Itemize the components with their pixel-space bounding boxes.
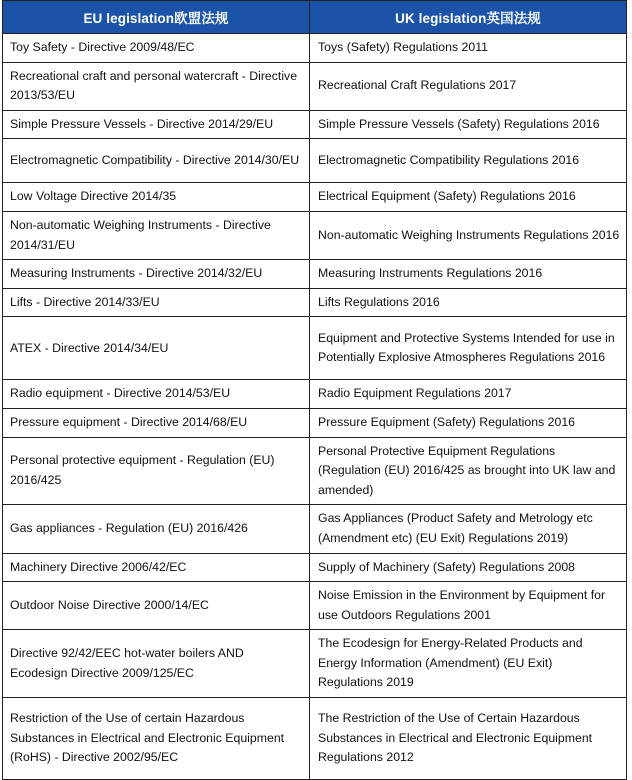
table-row [3, 408, 627, 437]
table-row [3, 698, 627, 780]
table-row [3, 211, 627, 259]
cell-eu-legislation: Toy Safety - Directive 2009/48/EC [3, 34, 310, 63]
cell-uk-legislation: The Restriction of the Use of Certain Hazardous Substances in Electrical and Electronic Equipment Regulations 2012 [310, 698, 627, 780]
cell-uk-legislation: Supply of Machinery (Safety) Regulations 2008 [310, 553, 627, 582]
cell-eu-legislation: Outdoor Noise Directive 2000/14/EC [3, 582, 310, 630]
cell-uk-legislation: Measuring Instruments Regulations 2016 [310, 260, 627, 289]
cell-eu-legislation: Directive 92/42/EEC hot-water boilers AND Ecodesign Directive 2009/125/EC [3, 630, 310, 698]
table-row [3, 553, 627, 582]
cell-eu-legislation: Lifts - Directive 2014/33/EU [3, 288, 310, 317]
cell-eu-legislation: Low Voltage Directive 2014/35 [3, 183, 310, 212]
column-header-uk-legislation: UK legislation英国法规 [310, 1, 627, 34]
table-body [3, 34, 627, 780]
cell-eu-legislation: ATEX - Directive 2014/34/EU [3, 317, 310, 380]
table-row [3, 110, 627, 139]
cell-uk-legislation: Recreational Craft Regulations 2017 [310, 62, 627, 110]
table-row [3, 505, 627, 553]
cell-eu-legislation: Pressure equipment - Directive 2014/68/EU [3, 408, 310, 437]
cell-uk-legislation: Electromagnetic Compatibility Regulations 2016 [310, 139, 627, 183]
table-row [3, 317, 627, 380]
cell-eu-legislation: Non-automatic Weighing Instruments - Directive 2014/31/EU [3, 211, 310, 259]
table-row [3, 437, 627, 505]
cell-eu-legislation: Radio equipment - Directive 2014/53/EU [3, 380, 310, 409]
cell-uk-legislation: Gas Appliances (Product Safety and Metrology etc (Amendment etc) (EU Exit) Regulations 2019) [310, 505, 627, 553]
column-header-eu-legislation: EU legislation欧盟法规 [3, 1, 310, 34]
header-row [3, 1, 627, 34]
table-row [3, 630, 627, 698]
legislation-comparison-table [2, 0, 627, 780]
table-header [3, 1, 627, 34]
cell-eu-legislation: Measuring Instruments - Directive 2014/32/EU [3, 260, 310, 289]
table-row [3, 582, 627, 630]
cell-uk-legislation: Toys (Safety) Regulations 2011 [310, 34, 627, 63]
table-row [3, 62, 627, 110]
cell-eu-legislation: Simple Pressure Vessels - Directive 2014/29/EU [3, 110, 310, 139]
cell-eu-legislation: Machinery Directive 2006/42/EC [3, 553, 310, 582]
cell-uk-legislation: Lifts Regulations 2016 [310, 288, 627, 317]
table-row [3, 288, 627, 317]
table-row [3, 260, 627, 289]
cell-uk-legislation: Personal Protective Equipment Regulations (Regulation (EU) 2016/425 as brought into UK law and amended) [310, 437, 627, 505]
table-row [3, 139, 627, 183]
table-row [3, 34, 627, 63]
cell-uk-legislation: Electrical Equipment (Safety) Regulations 2016 [310, 183, 627, 212]
cell-uk-legislation: Simple Pressure Vessels (Safety) Regulations 2016 [310, 110, 627, 139]
cell-uk-legislation: Pressure Equipment (Safety) Regulations 2016 [310, 408, 627, 437]
cell-eu-legislation: Recreational craft and personal watercraft - Directive 2013/53/EU [3, 62, 310, 110]
cell-eu-legislation: Restriction of the Use of certain Hazardous Substances in Electrical and Electronic Equipment (RoHS) - Directive 2002/95/EC [3, 698, 310, 780]
cell-uk-legislation: Equipment and Protective Systems Intended for use in Potentially Explosive Atmospheres Regulations 2016 [310, 317, 627, 380]
cell-eu-legislation: Electromagnetic Compatibility - Directive 2014/30/EU [3, 139, 310, 183]
cell-uk-legislation: Radio Equipment Regulations 2017 [310, 380, 627, 409]
cell-eu-legislation: Personal protective equipment - Regulation (EU) 2016/425 [3, 437, 310, 505]
cell-uk-legislation: Noise Emission in the Environment by Equipment for use Outdoors Regulations 2001 [310, 582, 627, 630]
cell-uk-legislation: Non-automatic Weighing Instruments Regulations 2016 [310, 211, 627, 259]
table-row [3, 380, 627, 409]
cell-eu-legislation: Gas appliances - Regulation (EU) 2016/426 [3, 505, 310, 553]
table-row [3, 183, 627, 212]
cell-uk-legislation: The Ecodesign for Energy-Related Products and Energy Information (Amendment) (EU Exit) Regulations 2019 [310, 630, 627, 698]
